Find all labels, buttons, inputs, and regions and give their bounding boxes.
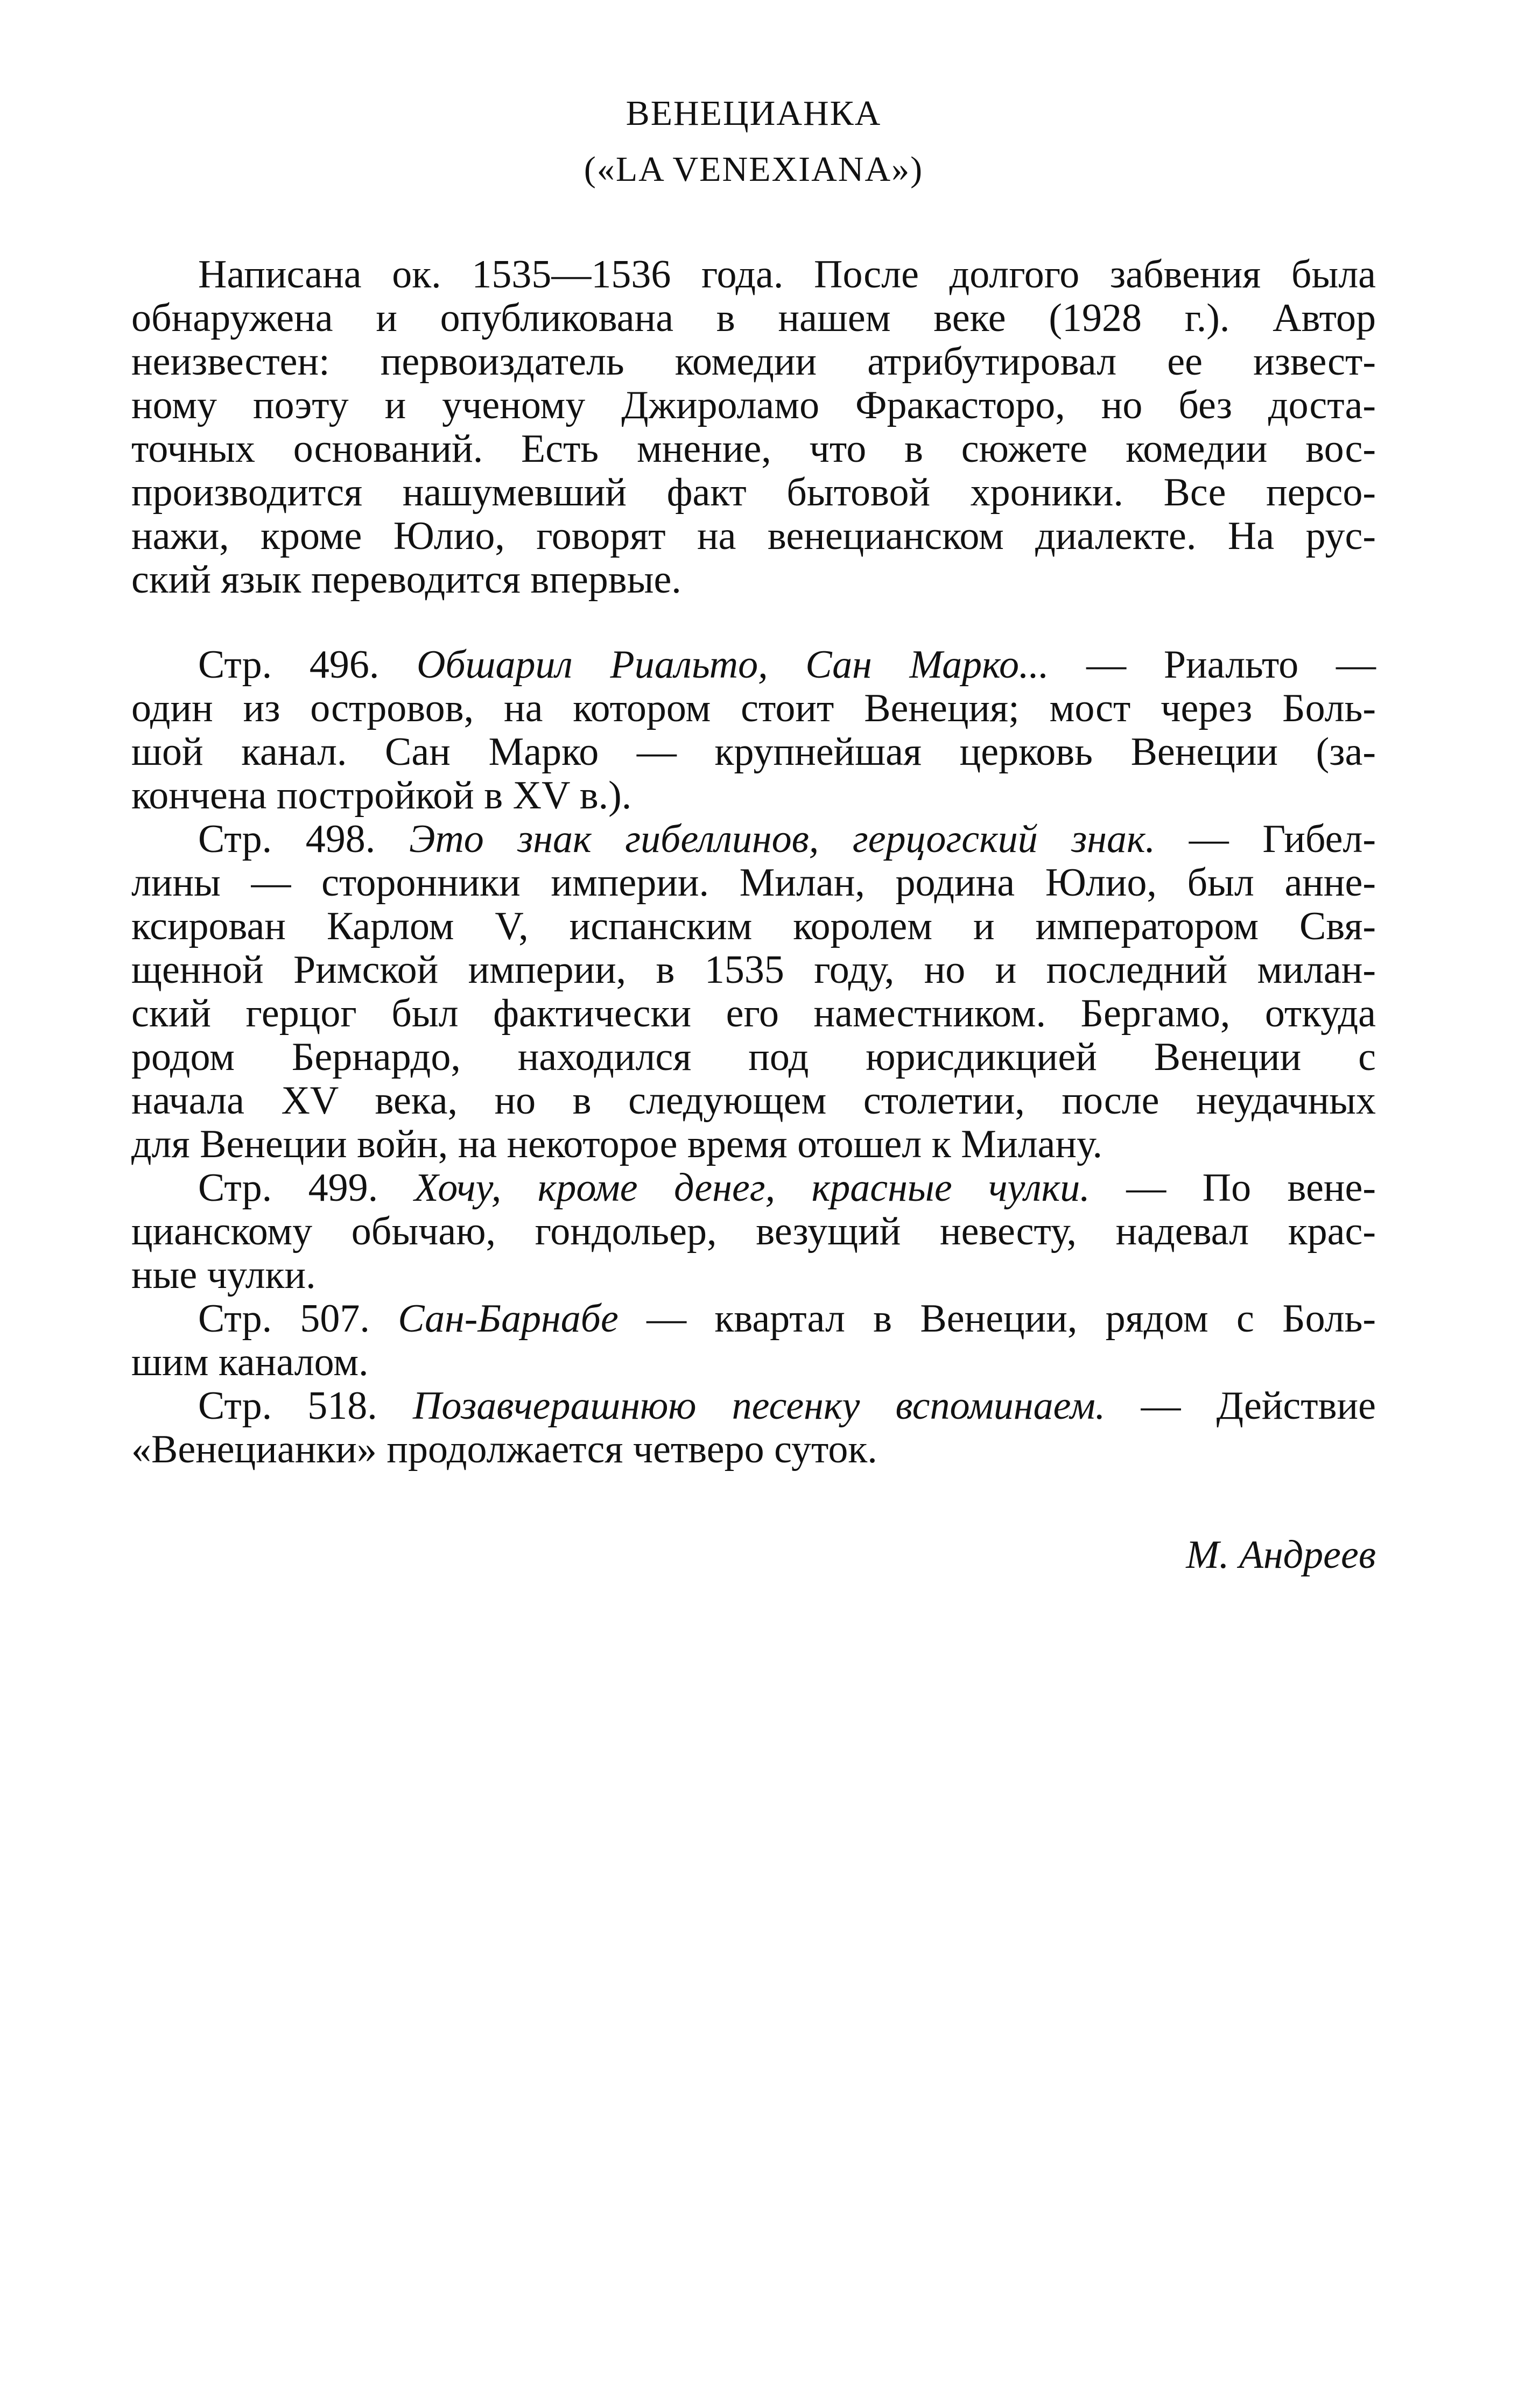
intro-line: обнаружена и опубликована в нашем веке (1928 г.). Автор: [131, 296, 1376, 340]
note-text: Стр. 496.: [198, 643, 417, 687]
note-text: — По вене-: [1090, 1166, 1376, 1210]
intro-line: ному поэту и ученому Джироламо Фракасторо, но без доста-: [131, 383, 1376, 427]
note-line: [131, 1036, 1376, 1079]
author-signature: М. Андреев: [1186, 1533, 1376, 1577]
note-text: один из островов, на котором стоит Венеция; мост через Боль-: [131, 686, 1376, 730]
note-quote: Обшарил Риальто, Сан Марко...: [417, 643, 1049, 687]
note-line: [131, 948, 1376, 992]
note-text: начала XV века, но в следующем столетии, после неудачных: [131, 1079, 1376, 1123]
note-line: [131, 1079, 1376, 1123]
intro-paragraph: [131, 253, 1376, 602]
note-text: Стр. 518.: [198, 1384, 413, 1428]
note-line: [131, 643, 1376, 687]
note-line: [131, 1166, 1376, 1210]
note-text: — Действие: [1105, 1384, 1376, 1428]
note-quote: Хочу, кроме денег, красные чулки.: [414, 1166, 1090, 1210]
note-line: [131, 730, 1376, 774]
note-text: Стр. 499.: [198, 1166, 414, 1210]
note-line: [131, 861, 1376, 905]
note-quote: Это знак гибеллинов, герцогский знак.: [409, 817, 1156, 861]
note-text: ксирован Карлом V, испанским королем и императором Свя-: [131, 904, 1376, 948]
note-text: — Риальто —: [1049, 643, 1376, 687]
note-text: ные чулки.: [131, 1253, 316, 1297]
page-title: ВЕНЕЦИАНКА: [626, 94, 882, 133]
note-text: шой канал. Сан Марко — крупнейшая церковь Венеции (за-: [131, 730, 1376, 774]
intro-line: производится нашумевший факт бытовой хроники. Все персо-: [131, 470, 1376, 515]
intro-line: ский язык переводится впервые.: [131, 558, 681, 602]
note-line: [131, 1123, 1376, 1166]
note-line: [131, 818, 1376, 861]
note-text: родом Бернардо, находился под юрисдикцией Венеции с: [131, 1035, 1376, 1079]
note-text: шим каналом.: [131, 1340, 369, 1384]
note-text: щенной Римской империи, в 1535 году, но и последний милан-: [131, 948, 1376, 992]
note-text: кончена постройкой в XV в.).: [131, 773, 632, 818]
note-line: [131, 1210, 1376, 1254]
note-quote: Позавчерашнюю песенку вспоминаем.: [412, 1384, 1106, 1428]
note-line: [131, 1384, 1376, 1428]
intro-line: Написана ок. 1535—1536 года. После долгого забвения была: [198, 252, 1376, 297]
note-quote: Сан-Барнабе: [398, 1297, 619, 1341]
intro-line: точных оснований. Есть мнение, что в сюжете комедии вос-: [131, 427, 1376, 471]
intro-line: неизвестен: первоиздатель комедии атрибутировал ее извест-: [131, 340, 1376, 384]
note-text: для Венеции войн, на некоторое время отошел к Милану.: [131, 1122, 1103, 1166]
note-line: [131, 992, 1376, 1036]
note-line: [131, 1428, 1376, 1471]
note-line: [131, 1297, 1376, 1341]
intro-line: нажи, кроме Юлио, говорят на венецианском диалекте. На рус-: [131, 514, 1376, 558]
note-text: ский герцог был фактически его наместником. Бергамо, откуда: [131, 991, 1376, 1036]
note-text: — квартал в Венеции, рядом с Боль-: [618, 1297, 1376, 1341]
note-text: лины — сторонники империи. Милан, родина Юлио, был анне-: [131, 861, 1376, 905]
note-text: Стр. 498.: [198, 817, 409, 861]
note-text: цианскому обычаю, гондольер, везущий невесту, надевал крас-: [131, 1209, 1376, 1254]
document-page: [131, 0, 1376, 2408]
note-text: Стр. 507.: [198, 1297, 398, 1341]
note-line: [131, 1254, 1376, 1297]
note-line: [131, 1341, 1376, 1384]
note-text: «Венецианки» продолжается четверо суток.: [131, 1427, 877, 1471]
note-line: [131, 774, 1376, 818]
note-line: [131, 687, 1376, 730]
note-text: — Гибел-: [1155, 817, 1376, 861]
note-line: [131, 905, 1376, 948]
page-subtitle: («LA VENEXIANA»): [584, 150, 924, 189]
notes-section: [131, 643, 1376, 1471]
